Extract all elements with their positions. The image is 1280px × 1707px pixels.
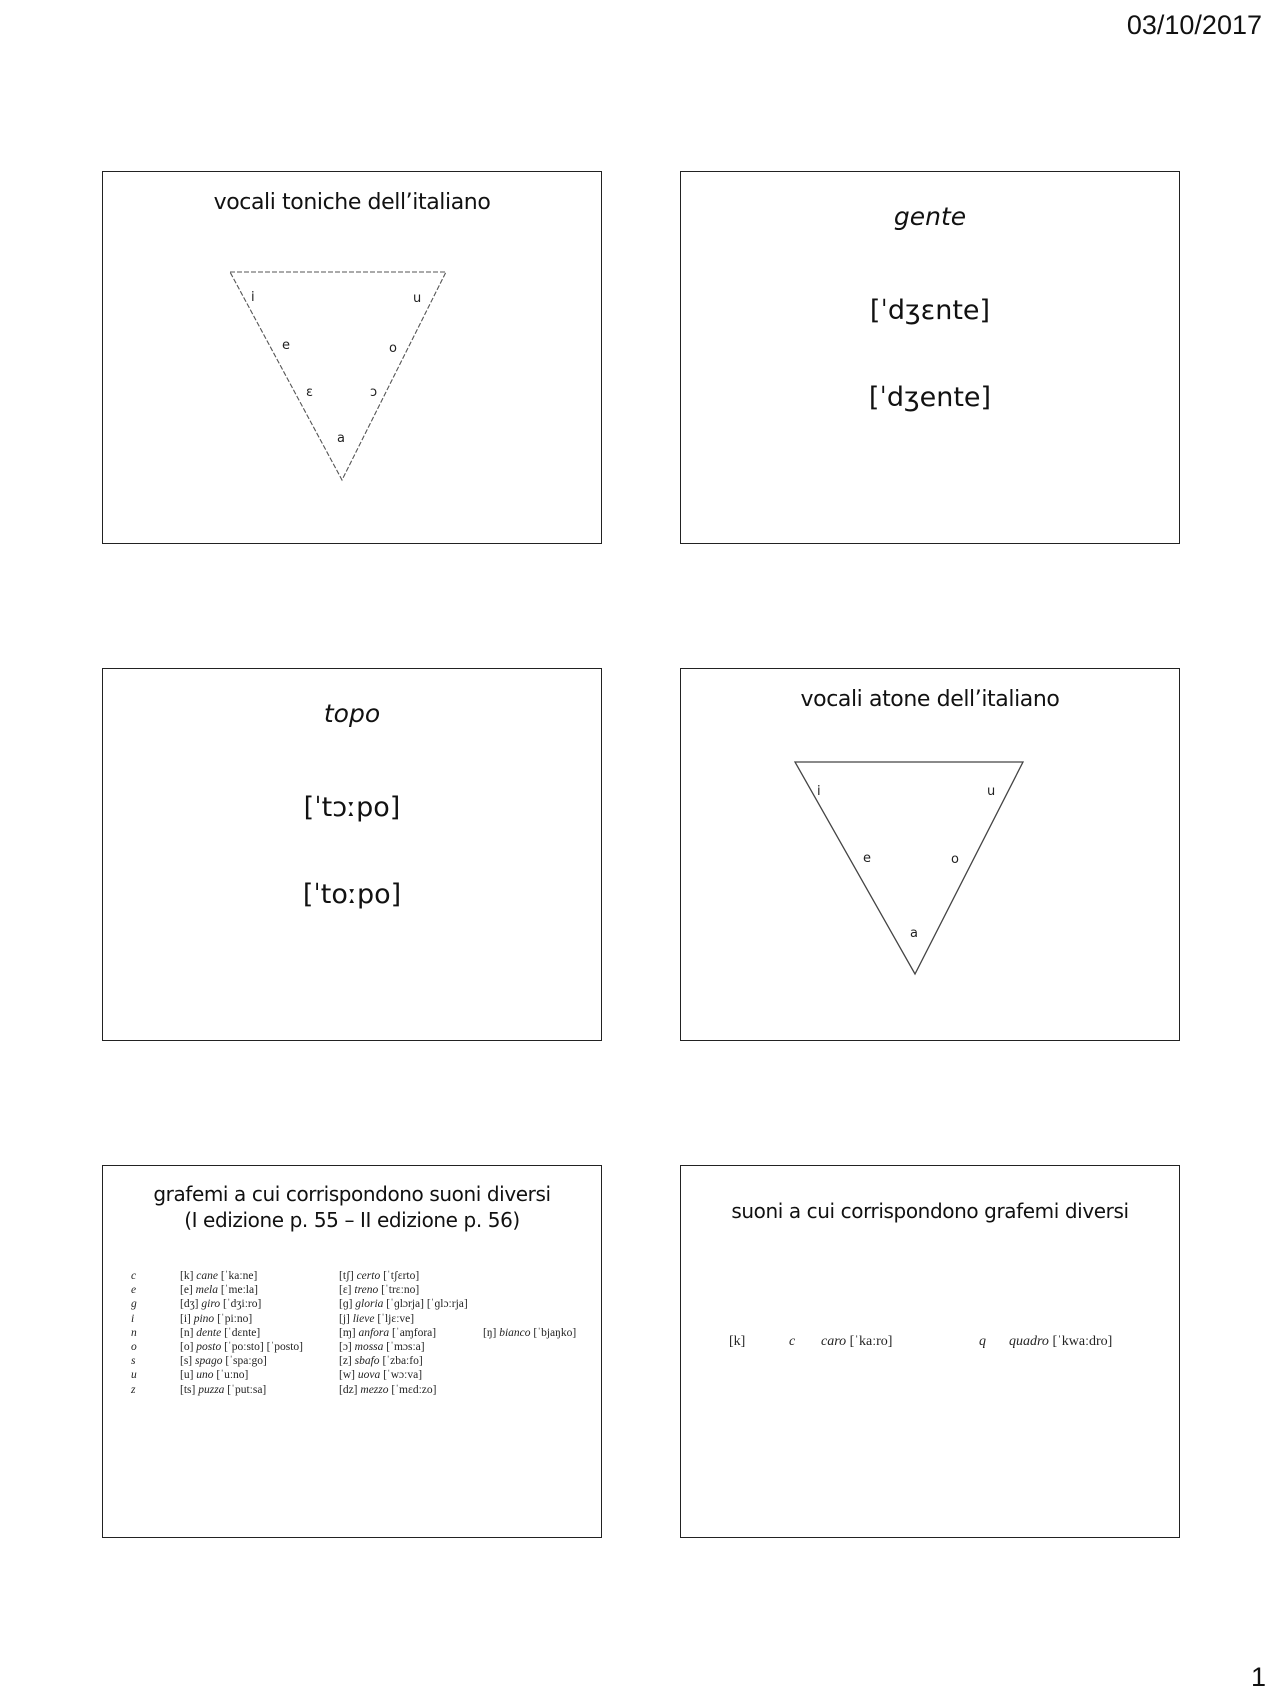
graphemes-table (131, 1269, 595, 1397)
grapheme-cell: c (131, 1270, 137, 1282)
example-caro: caro [ˈkaːro] (821, 1334, 893, 1349)
table-row (131, 1354, 595, 1368)
slide-title-line1: grafemi a cui corrispondono suoni diversi (153, 1182, 551, 1206)
slide-title: vocali atone dell’italiano (800, 687, 1060, 712)
phone-example-2: [j] lieve [ˈljɛːve] (339, 1312, 415, 1325)
phone-example-2: [z] sbafo [ˈzbaːfo] (339, 1355, 423, 1368)
table-row (131, 1312, 595, 1326)
phone-example-3: [ŋ] bianco [ˈbjaŋko] (483, 1326, 577, 1339)
table-row (131, 1368, 595, 1382)
phone-example-1: [e] mela [ˈmeːla] (180, 1284, 258, 1297)
phone-example-1: [u] uno [ˈuːno] (180, 1369, 249, 1382)
grapheme-cell: g (131, 1298, 137, 1311)
grapheme-q: q (979, 1334, 986, 1349)
vowel-triangle-diagram (103, 172, 603, 545)
slide-atonic-vowels (680, 668, 1180, 1041)
phone-example-1: [n] dente [ˈdɛnte] (180, 1326, 261, 1339)
grapheme-cell: z (131, 1383, 136, 1396)
phone-example-2: [ɔ] mossa [ˈmɔsːa] (339, 1340, 425, 1353)
phone-example-1: [dʒ] giro [ˈdʒiːro] (180, 1298, 262, 1311)
slide-title: vocali toniche dell’italiano (213, 190, 491, 215)
vowel-o: o (951, 852, 959, 867)
phone-example-2: [tʃ] certo [ˈtʃɛrto] (339, 1270, 420, 1282)
vowel-e: e (282, 338, 290, 353)
grapheme-c: c (789, 1334, 796, 1349)
vowel-open-e: ɛ (306, 385, 314, 400)
page-number: 1 (1250, 1662, 1266, 1692)
grapheme-cell: e (131, 1284, 137, 1297)
grapheme-cell: n (131, 1326, 137, 1339)
slide-tonic-vowels (102, 171, 602, 544)
table-row (131, 1383, 595, 1397)
table-row (131, 1283, 595, 1297)
phone-example-1: [i] pino [ˈpiːno] (180, 1312, 253, 1325)
vowel-o: o (389, 341, 397, 356)
table-row (131, 1297, 595, 1311)
table-row (131, 1326, 595, 1340)
ipa-transcription-2: [ˈtoːpo] (302, 879, 402, 910)
slide-title: suoni a cui corrispondono grafemi diversi (731, 1199, 1129, 1223)
phone-example-2: [ɱ] anfora [ˈaɱfora] (339, 1326, 437, 1339)
slide-word: topo (323, 699, 381, 728)
phone-example-1: [o] posto [ˈpoːsto] [ˈposto] (180, 1340, 303, 1353)
vowel-triangle-diagram (681, 669, 1181, 1042)
vowel-open-o: ɔ (370, 385, 378, 400)
vowel-i: i (817, 784, 821, 799)
vowel-u: u (987, 784, 996, 799)
vowel-i: i (251, 290, 255, 305)
ipa-transcription-1: [ˈdʒɛnte] (869, 295, 991, 326)
slide-gente (680, 171, 1180, 544)
phone-example-1: [k] cane [ˈkaːne] (180, 1270, 258, 1282)
slide-sounds-graphemes (680, 1165, 1180, 1538)
table-row (131, 1340, 595, 1354)
vowel-a: a (910, 926, 918, 941)
table-row (131, 1269, 595, 1283)
slide-title-line2: (I edizione p. 55 – II edizione p. 56) (184, 1208, 520, 1232)
grapheme-cell: s (131, 1355, 136, 1368)
phone-example-2: [dz] mezzo [ˈmɛdːzo] (339, 1383, 437, 1396)
phone-example-2: [ɛ] treno [ˈtrɛːno] (339, 1284, 420, 1297)
slide-graphemes-table (102, 1165, 602, 1538)
grapheme-cell: o (131, 1340, 137, 1353)
phone-example-2: [ɡ] gloria [ˈɡlɔrja] [ˈɡlɔːrja] (339, 1298, 468, 1311)
slide-topo (102, 668, 602, 1041)
phone: [k] (729, 1334, 746, 1349)
slide-word: gente (893, 202, 967, 231)
ipa-transcription-2: [ˈdʒente] (868, 382, 992, 413)
print-date: 03/10/2017 (1126, 10, 1262, 40)
vowel-a: a (337, 431, 345, 446)
vowel-e: e (863, 851, 871, 866)
phone-example-2: [w] uova [ˈwɔːva] (339, 1369, 423, 1382)
grapheme-cell: u (131, 1369, 137, 1382)
example-quadro: quadro [ˈkwaːdro] (1009, 1334, 1113, 1349)
ipa-transcription-1: [ˈtɔːpo] (303, 792, 401, 823)
grapheme-cell: i (131, 1312, 135, 1325)
phone-example-1: [s] spago [ˈspaːgo] (180, 1355, 267, 1368)
phone-example-1: [ts] puzza [ˈputːsa] (180, 1383, 267, 1396)
vowel-u: u (413, 291, 422, 306)
